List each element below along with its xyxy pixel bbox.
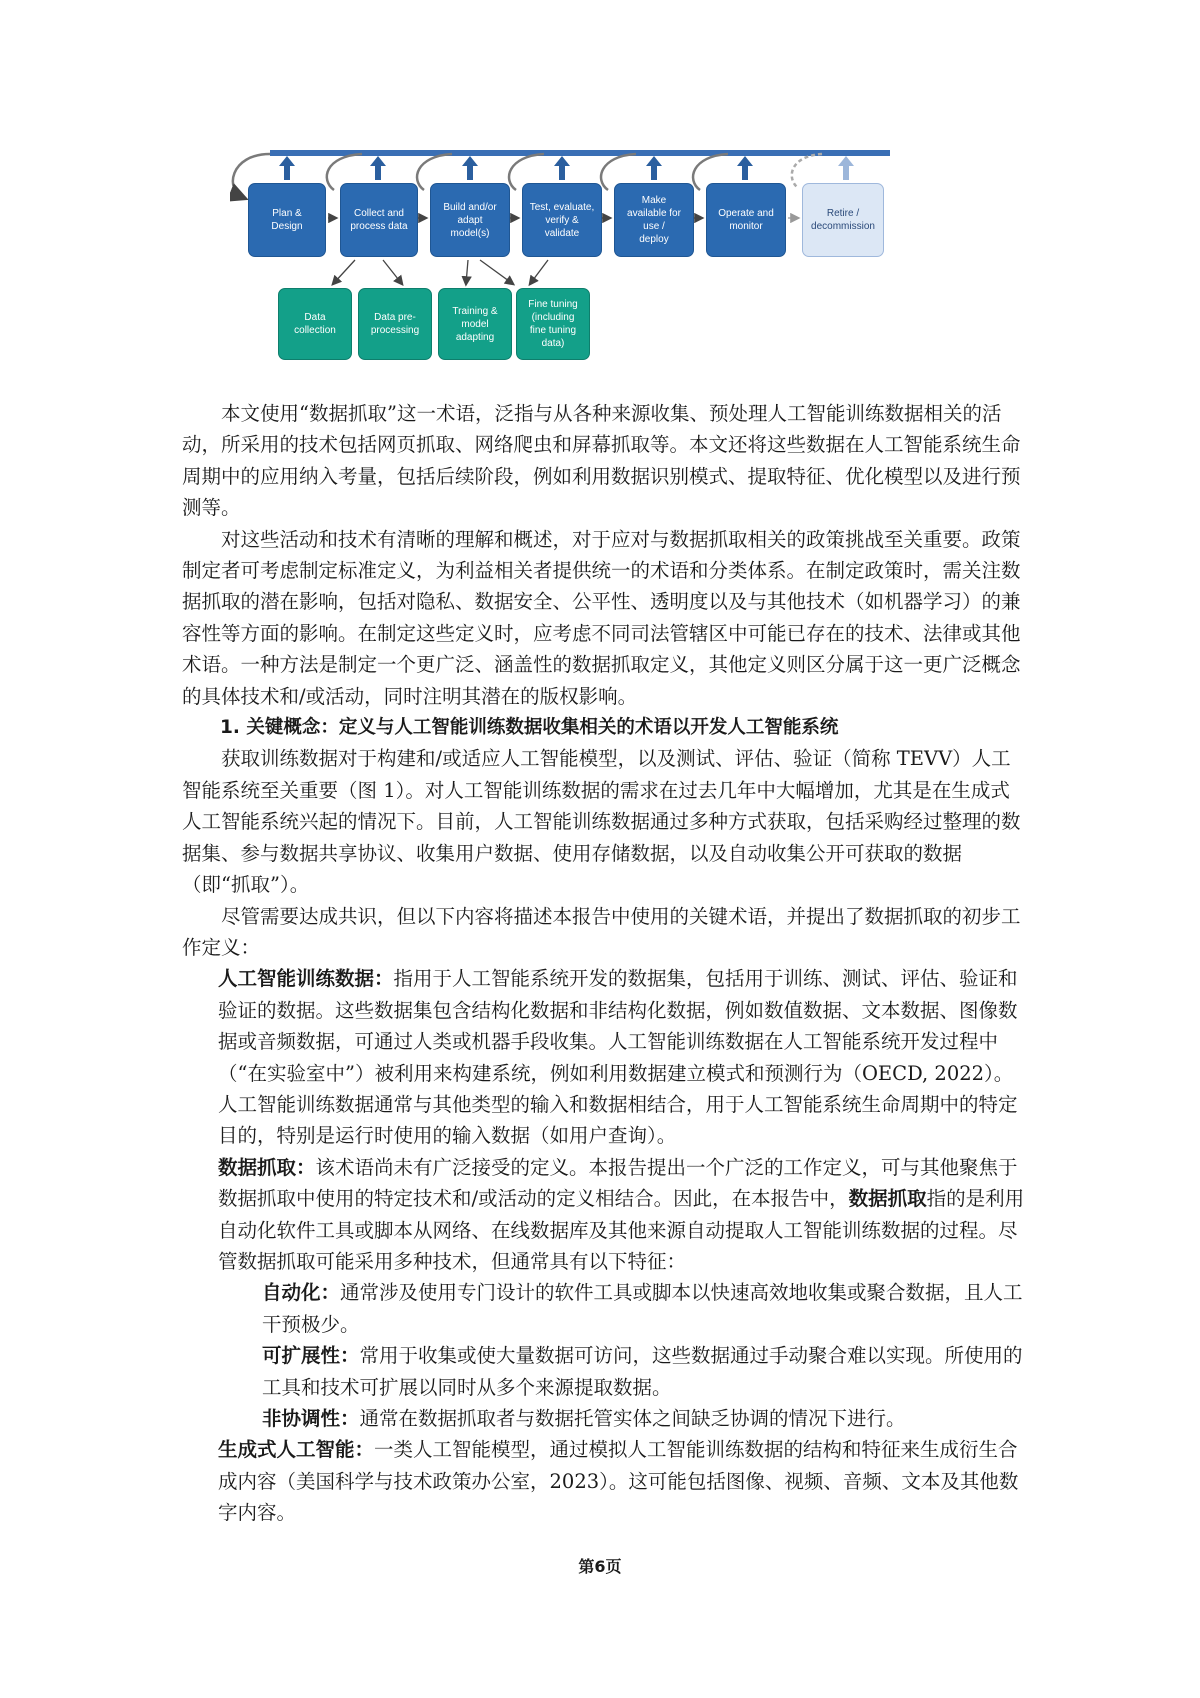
paragraph-policy: 对这些活动和技术有清晰的理解和概述，对于应对与数据抓取相关的政策挑战至关重要。政策制定者可考虑制定标准定义，为利益相关者提供统一的术语和分类体系。在制定政策时，需关注数据抓取的潜在影响，包括对隐私、数据安全、公平性、透明度以及与其他技术（如机器学习）的兼容性等方面的影响。在制定这些定义时，应考虑不同司法管辖区中可能已存在的技术、法律或其他术语。一种方法是制定一个更广泛、涵盖性的数据抓取定义，其他定义则区分属于这一更广泛概念的具体技术和/或活动，同时注明其潜在的版权影响。 <box>182 527 1021 708</box>
stage-test-evaluate: Test, evaluate, verify & validate <box>522 183 602 257</box>
term-generative-ai: 生成式人工智能： <box>218 1438 375 1462</box>
term-automation: 自动化： <box>262 1281 341 1305</box>
paragraph-key-terms-intro: 尽管需要达成共识，但以下内容将描述本报告中使用的关键术语，并提出了数据抓取的初步工作定义： <box>182 904 1021 959</box>
feature-text: 通常在数据抓取者与数据托管实体之间缺乏协调的情况下进行。 <box>359 1407 906 1430</box>
up-arrows <box>279 156 753 180</box>
term-data-scraping-inline: 数据抓取 <box>848 1187 927 1211</box>
stage-build-adapt: Build and/or adapt model(s) <box>430 183 510 257</box>
up-arrow-icon <box>370 156 386 180</box>
definition-text: 该术语尚未有广泛接受的定义。本报告提出一个广泛的工作定义，可与其他聚焦于数据抓取中使用的特定技术和/或活动的定义相结合。因此，在本报告中， <box>218 1155 1018 1211</box>
definition-data-scraping <box>182 1152 1027 1278</box>
definition-text: 指的是利用自动化软件工具或脚本从网络、在线数据库及其他来源自动提取人工智能训练数据的过程。尽管数据抓取可能采用多种技术，但通常具有以下特征： <box>218 1187 1025 1273</box>
up-arrow-icon <box>279 156 295 180</box>
substage-data-collection: Data collection <box>278 288 352 360</box>
feedback-bar <box>270 150 890 156</box>
stage-collect-process: Collect and process data <box>340 183 418 257</box>
substage-connectors <box>333 260 548 284</box>
feature-scalability <box>182 1340 1027 1403</box>
up-arrow-icon <box>737 156 753 180</box>
feature-uncoordinated <box>182 1403 1027 1434</box>
ai-lifecycle-diagram <box>230 150 960 390</box>
section-heading: 1. 关键概念：定义与人工智能训练数据收集相关的术语以开发人工智能系统 <box>220 717 839 739</box>
stage-retire: Retire / decommission <box>802 183 884 257</box>
substage-data-preprocessing: Data pre- processing <box>358 288 432 360</box>
feature-text: 常用于收集或使大量数据可访问，这些数据通过手动聚合难以实现。所使用的工具和技术可扩展以同时从多个来源提取数据。 <box>262 1344 1023 1399</box>
stage-deploy: Make available for use / deploy <box>614 183 694 257</box>
definition-generative-ai <box>182 1434 1027 1528</box>
stage-operate-monitor: Operate and monitor <box>706 183 786 257</box>
up-arrow-icon <box>462 156 478 180</box>
page-number: 第6页 <box>578 1557 622 1576</box>
body-text <box>182 398 1027 1529</box>
substage-training-adapting: Training & model adapting <box>438 288 512 360</box>
stage-plan-design: Plan & Design <box>248 183 326 257</box>
definition-text: 一类人工智能模型，通过模拟人工智能训练数据的结构和特征来生成衍生合成内容（美国科学与技术政策办公室，2023）。这可能包括图像、视频、音频、文本及其他数字内容。 <box>218 1438 1019 1525</box>
feature-automation <box>182 1277 1027 1340</box>
substage-fine-tuning: Fine tuning (including fine tuning data) <box>516 288 590 360</box>
term-data-scraping: 数据抓取： <box>218 1155 316 1179</box>
up-arrow-icon <box>646 156 662 180</box>
up-arrow-icon-faded <box>838 156 854 180</box>
up-arrow-icon <box>554 156 570 180</box>
definition-ai-training-data <box>182 963 1027 1151</box>
term-scalability: 可扩展性： <box>262 1344 360 1368</box>
paragraph-training-data: 获取训练数据对于构建和/或适应人工智能模型，以及测试、评估、验证（简称 TEVV）人工智能系统至关重要（图 1）。对人工智能训练数据的需求在过去几年中大幅增加，尤其是在生成式人工智能系统兴起的情况下。目前，人工智能训练数据通过多种方式获取，包括采购经过整理的数据集、参与数据共享协议、收集用户数据、使用存储数据，以及自动收集公开可获取的数据（即“抓取”）。 <box>182 747 1021 897</box>
feature-text: 通常涉及使用专门设计的软件工具或脚本以快速高效地收集或聚合数据，且人工干预极少。 <box>262 1281 1023 1336</box>
paragraph-scraping-scope: 本文使用“数据抓取”这一术语，泛指与从各种来源收集、预处理人工智能训练数据相关的活动，所采用的技术包括网页抓取、网络爬虫和屏幕抓取等。本文还将这些数据在人工智能系统生命周期中的应用纳入考量，包括后续阶段，例如利用数据识别模式、提取特征、优化模型以及进行预测等。 <box>182 402 1021 520</box>
definition-text: 指用于人工智能系统开发的数据集，包括用于训练、测试、评估、验证和验证的数据。这些数据集包含结构化数据和非结构化数据，例如数值数据、文本数据、图像数据或音频数据，可通过人类或机器手段收集。人工智能训练数据在人工智能系统开发过程中（“在实验室中”）被利用来构建系统，例如利用数据建立模式和预测行为（OECD, 2022）。人工智能训练数据通常与其他类型的输入和数据相结合，用于人工智能系统生命周期中的特定目的，特别是运行时使用的输入数据（如用户查询）。 <box>218 967 1018 1148</box>
term-ai-training-data: 人工智能训练数据： <box>218 967 394 991</box>
term-uncoordinated: 非协调性： <box>262 1407 360 1430</box>
